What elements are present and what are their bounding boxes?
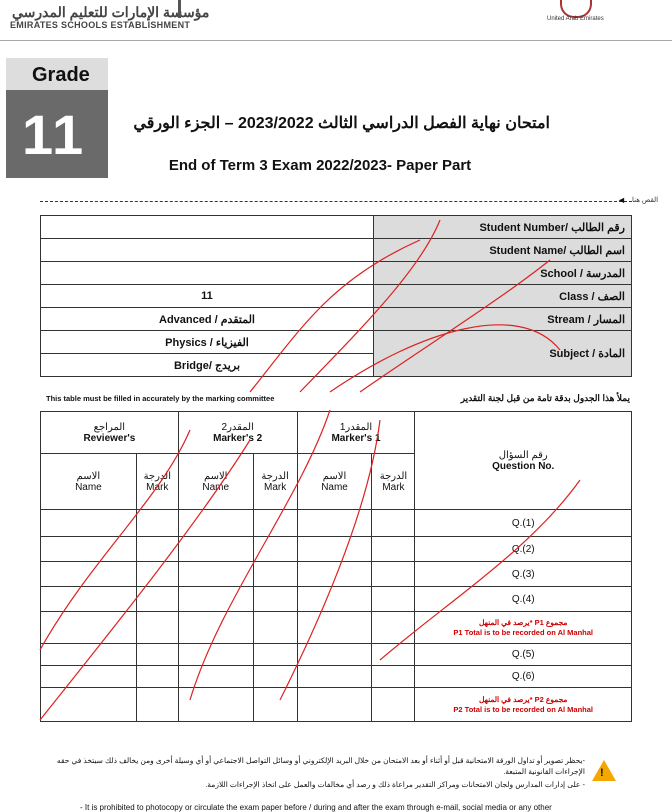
- mark-ar: الدرجة: [261, 470, 289, 482]
- name-en: Name: [321, 481, 348, 493]
- grade-number: 11: [22, 103, 86, 166]
- cut-label: القص هنا: [632, 197, 659, 204]
- question-label: Q.(3): [415, 562, 632, 587]
- question-label: Q.(1): [415, 510, 632, 537]
- name-ar: الاسم: [76, 470, 101, 482]
- marker2-header-ar: المقدر2: [221, 421, 254, 433]
- footer-notice-2: - على إدارات المدارس ولجان الامتحانات ومراكز التقدير مراعاة ذلك و رصد أي مخالفات والعمل على اتخاذ الإجراءات اللازمة.: [205, 780, 585, 789]
- mark-ar: الدرجة: [379, 470, 408, 482]
- name-ar: الاسم: [322, 470, 347, 482]
- p2-total-ar: مجموع P2 *يرصد في المنهل: [478, 694, 568, 704]
- mark-en: Mark: [264, 481, 287, 493]
- p2-total-en: P2 Total is to be recorded on Al Manhal: [453, 704, 594, 714]
- warning-exclamation: !: [600, 767, 604, 779]
- subject-label: Subject / المادة: [374, 331, 632, 377]
- warning-icon: [592, 760, 616, 781]
- stream-label: Stream / المسار: [374, 308, 632, 331]
- question-no-ar: رقم السؤال: [498, 449, 548, 461]
- mark-en: Mark: [382, 481, 405, 493]
- mark-ar: الدرجة: [143, 470, 172, 482]
- name-en: Name: [75, 481, 102, 493]
- p1-total-ar: مجموع P1 *يرصد في المنهل: [478, 617, 568, 627]
- question-label: Q.(6): [415, 666, 632, 688]
- grade-label: Grade: [32, 64, 90, 86]
- org-name-english: EMIRATES SCHOOLS ESTABLISHMENT: [10, 20, 191, 30]
- uae-label: United Arab Emirates: [547, 16, 604, 22]
- org-name-arabic: مؤسسة الإمارات للتعليم المدرسي: [12, 4, 210, 20]
- marker2-header-en: Marker's 2: [213, 432, 263, 444]
- marker1-header-ar: المقدر1: [339, 421, 373, 433]
- student-number-label: Student Number/ رقم الطالب: [374, 216, 632, 239]
- committee-note-arabic: يملأ هذا الجدول بدقة تامة من قبل لجنة التقدير: [460, 393, 630, 403]
- school-label: School / المدرسة: [374, 262, 632, 285]
- footer-notice-3: - It is prohibited to photocopy or circulate the exam paper before / during and after the exam through e-mail, social media or any other: [80, 803, 552, 812]
- p1-total-en: P1 Total is to be recorded on Al Manhal: [453, 627, 594, 637]
- question-label: Q.(5): [415, 644, 632, 666]
- name-ar: الاسم: [203, 470, 228, 482]
- subject-value-1: Physics / الفيزياء: [41, 331, 374, 354]
- class-label: Class / الصف: [374, 285, 632, 308]
- class-value: 11: [41, 285, 374, 308]
- scissors-icon: ◄: [617, 195, 626, 205]
- student-name-label: Student Name/ اسم الطالب: [374, 239, 632, 262]
- footer-notice-1: -يحظر تصوير أو تداول الورقة الامتحانية قبل أو أثناء أو بعد الامتحان من خلال البريد الإلكتروني أو وسائل التواصل الاجتماعي أو أي وسيلة أخرى ومن يخالف ذلك سيتخذ في حقه الإجراءات القانونية المتبعة.: [56, 756, 585, 776]
- mark-en: Mark: [146, 481, 169, 493]
- name-en: Name: [202, 481, 230, 493]
- marker1-header-en: Marker's 1: [331, 432, 381, 444]
- reviewer-header-ar: المراجع: [93, 421, 126, 433]
- question-no-en: Question No.: [492, 460, 555, 472]
- subject-value-2: Bridge/ بريدج: [41, 354, 374, 377]
- exam-title-arabic: امتحان نهاية الفصل الدراسي الثالث 2023/2022 – الجزء الورقي: [133, 115, 550, 132]
- question-label: Q.(2): [415, 537, 632, 562]
- exam-title-english: End of Term 3 Exam 2022/2023- Paper Part: [168, 157, 472, 174]
- question-label: Q.(4): [415, 587, 632, 612]
- stream-value: Advanced / المتقدم: [41, 308, 374, 331]
- reviewer-header-en: Reviewer's: [83, 432, 136, 444]
- committee-note-english: This table must be filled in accurately by the marking committee: [46, 394, 275, 403]
